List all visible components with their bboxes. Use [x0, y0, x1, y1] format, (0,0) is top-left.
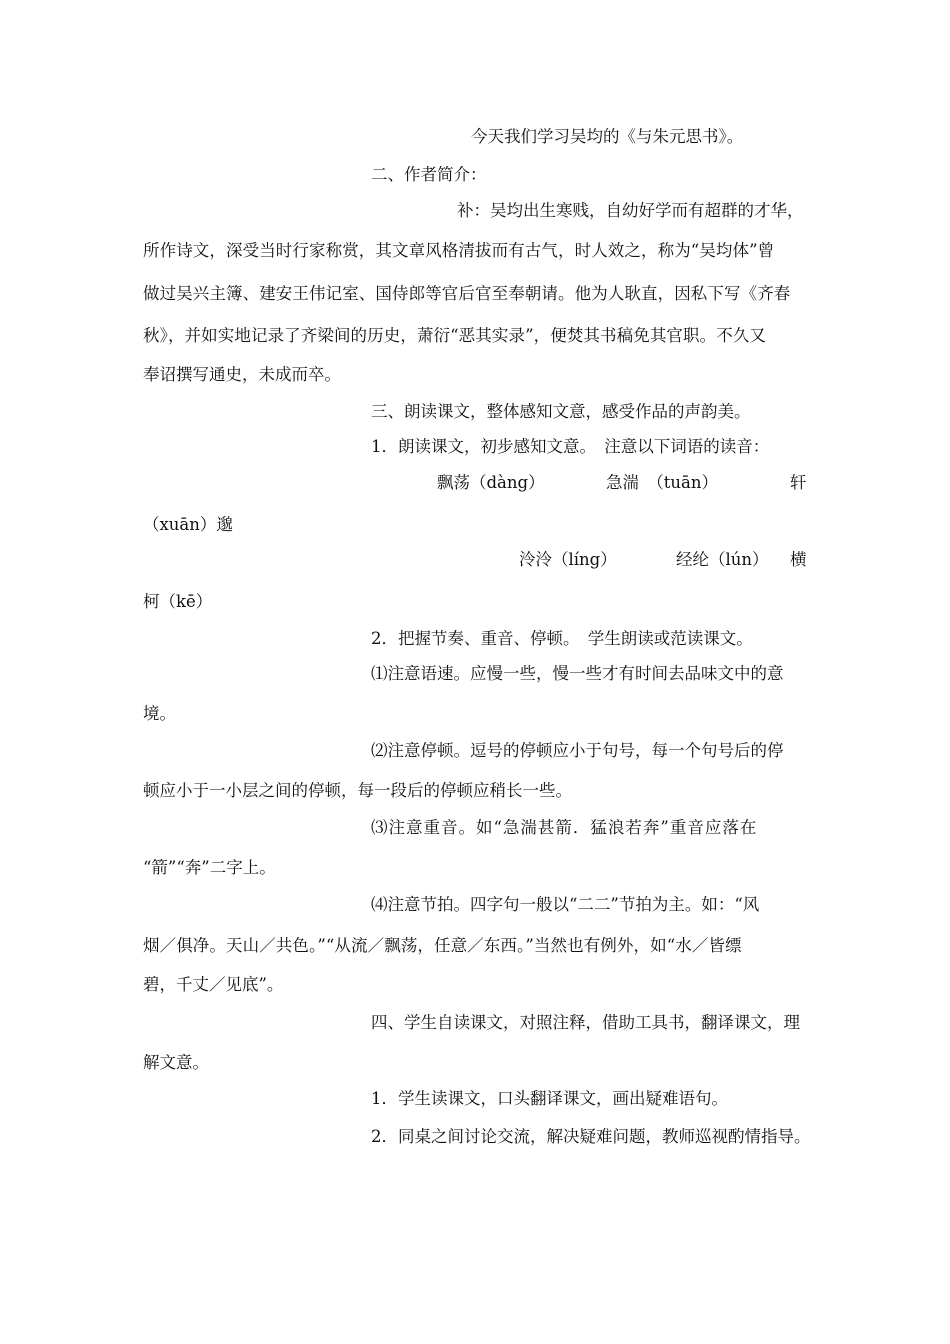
text-line: 2．把握节奏、重音、停顿。 学生朗读或范读课文。	[371, 629, 753, 648]
text-line: 秋》，并如实地记录了齐梁间的历史，萧衍“恶其实录”，便焚其书稿免其官职。不久又	[143, 326, 767, 345]
section-heading: 二、作者简介：	[371, 165, 487, 184]
text-line: 奉诏撰写通史，未成而卒。	[143, 365, 341, 384]
pinyin-item: 横	[790, 550, 807, 569]
text-line: 2．同桌之间讨论交流，解决疑难问题，教师巡视酌情指导。	[371, 1127, 811, 1146]
pinyin-item: 飘荡（dàng）	[437, 473, 545, 492]
pinyin-item: （xuān）邈	[143, 515, 233, 534]
text-line: ⑶注意重音。如“急湍甚箭．猛浪若奔”重音应落在	[371, 818, 758, 837]
text-line: ⑵注意停顿。逗号的停顿应小于句号，每一个句号后的停	[371, 741, 784, 760]
text-line	[457, 200, 806, 222]
pinyin-item: 泠泠（líng）	[519, 550, 617, 569]
section-heading: 三、朗读课文，整体感知文意，感受作品的声韵美。	[371, 402, 751, 421]
text-line: 烟／俱净。天山／共色。”“从流／飘荡，任意／东西。”当然也有例外，如“水／皆缥	[143, 936, 742, 955]
text-line: 今天我们学习吴均的《与朱元思书》。	[471, 127, 744, 146]
text-line: 解文意。	[143, 1053, 209, 1072]
text-line: ⑷注意节拍。四字句一般以“二二”节拍为主。如：“风	[371, 895, 760, 914]
text-span: 补：吴均出生寒贱，自幼好学而有超群的才华，	[457, 201, 804, 220]
text-line: 碧，千丈／见底”。	[143, 975, 284, 994]
pinyin-item: 柯（kē）	[143, 592, 213, 611]
text-line: 1．朗读课文，初步感知文意。 注意以下词语的读音：	[371, 437, 770, 456]
text-line: 境。	[143, 704, 176, 723]
section-heading: 四、学生自读课文，对照注释，借助工具书，翻译课文，理	[371, 1013, 800, 1032]
text-line: 所作诗文，深受当时行家称赏，其文章风格清拔而有古气，时人效之，称为“吴均体”曾	[143, 241, 775, 260]
text-line: 1．学生读课文，口头翻译课文，画出疑难语句。	[371, 1089, 728, 1108]
text-line: 做过吴兴主簿、建安王伟记室、国侍郎等官后官至奉朝请。他为人耿直，因私下写《齐春	[143, 284, 791, 303]
pinyin-item: 急湍 （tuān）	[606, 473, 718, 492]
text-line: ⑴注意语速。应慢一些，慢一些才有时间去品味文中的意	[371, 664, 784, 683]
pinyin-item: 经纶（lún）	[676, 550, 769, 569]
text-line: 顿应小于一小层之间的停顿，每一段后的停顿应稍长一些。	[143, 781, 572, 800]
text-line: “箭”“奔”二字上。	[143, 858, 276, 877]
pinyin-item: 轩	[790, 473, 807, 492]
